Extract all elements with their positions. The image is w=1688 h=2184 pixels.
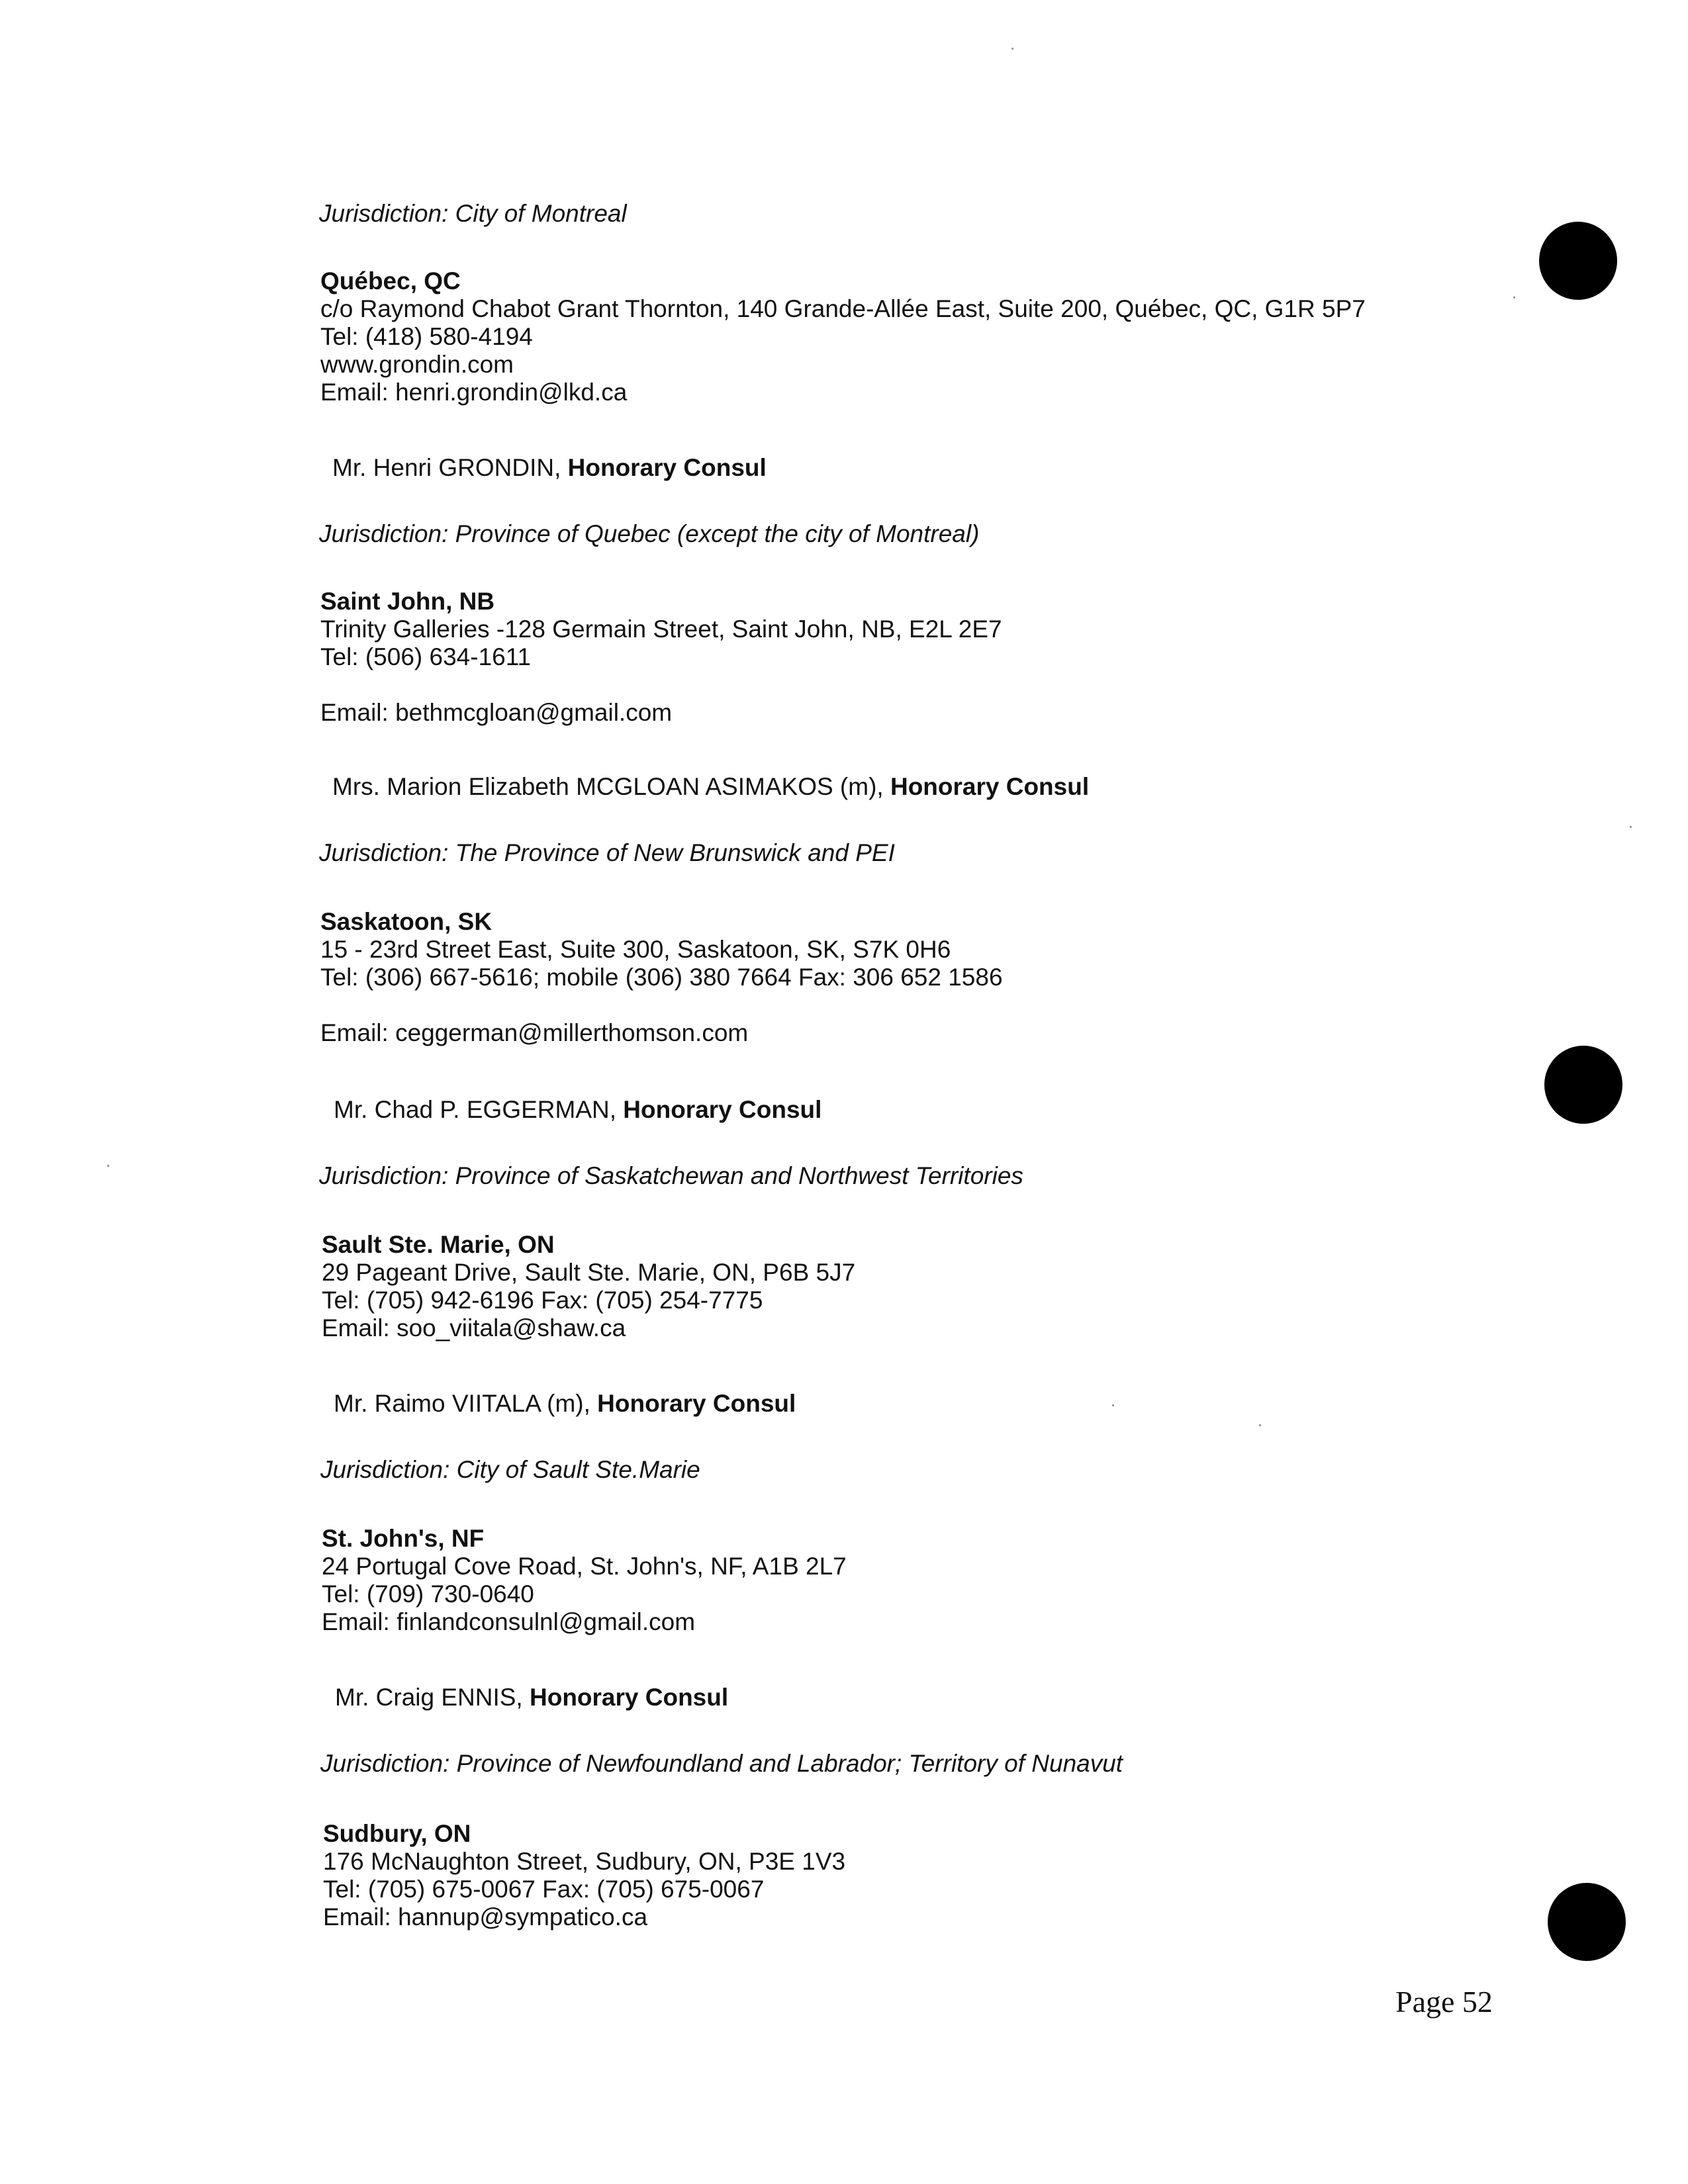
city-heading-quebec: Québec, QC: [320, 267, 461, 295]
consul-title-sault-ste-marie: Honorary Consul: [597, 1390, 796, 1417]
consul-name-saskatoon: Mr. Chad P. EGGERMAN,: [334, 1096, 624, 1123]
city-heading-st-johns: St. John's, NF: [322, 1525, 485, 1552]
consul-title-st-johns: Honorary Consul: [530, 1684, 729, 1711]
punch-hole-middle: [1544, 1046, 1622, 1124]
punch-hole-top: [1539, 222, 1617, 300]
consul-st-johns: [335, 1684, 728, 1711]
jurisdiction-saskatoon: Jurisdiction: Province of Saskatchewan and Northwest Territories: [319, 1162, 1023, 1189]
consul-name-saint-john: Mrs. Marion Elizabeth MCGLOAN ASIMAKOS (m),: [332, 773, 890, 800]
page-number: Page 52: [1395, 1985, 1493, 2019]
jurisdiction-st-johns: Jurisdiction: Province of Newfoundland and Labrador; Territory of Nunavut: [320, 1750, 1123, 1777]
consul-name-sault-ste-marie: Mr. Raimo VIITALA (m),: [334, 1390, 598, 1417]
jurisdiction-sault-ste-marie: Jurisdiction: City of Sault Ste.Marie: [320, 1456, 700, 1483]
scan-speck: [1259, 1424, 1261, 1426]
jurisdiction-montreal: Jurisdiction: City of Montreal: [319, 200, 627, 227]
consul-saint-john: [332, 773, 1089, 801]
scan-speck: [1630, 826, 1632, 828]
email-saskatoon: Email: ceggerman@millerthomson.com: [320, 1019, 749, 1046]
address-quebec: c/o Raymond Chabot Grant Thornton, 140 Grande-Allée East, Suite 200, Québec, QC, G1R 5P7: [320, 295, 1366, 322]
city-heading-saskatoon: Saskatoon, SK: [320, 908, 492, 935]
scan-speck: [107, 1165, 109, 1167]
city-heading-saint-john: Saint John, NB: [320, 588, 495, 615]
phone-saint-john: Tel: (506) 634-1611: [320, 643, 532, 670]
address-saint-john: Trinity Galleries -128 Germain Street, Saint John, NB, E2L 2E7: [320, 615, 1002, 643]
email-sault-ste-marie: Email: soo_viitala@shaw.ca: [322, 1314, 626, 1342]
scan-speck: [1011, 48, 1013, 50]
jurisdiction-saint-john: Jurisdiction: The Province of New Brunswick and PEI: [319, 839, 895, 866]
phone-sudbury: Tel: (705) 675-0067 Fax: (705) 675-0067: [323, 1876, 765, 1903]
website-quebec: www.grondin.com: [320, 351, 514, 378]
consul-title-quebec: Honorary Consul: [567, 454, 767, 481]
email-saint-john: Email: bethmcgloan@gmail.com: [320, 699, 673, 726]
consul-sault-ste-marie: [334, 1390, 796, 1418]
city-heading-sudbury: Sudbury, ON: [323, 1820, 471, 1847]
email-st-johns: Email: finlandconsulnl@gmail.com: [322, 1608, 696, 1635]
email-quebec: Email: henri.grondin@lkd.ca: [320, 379, 628, 406]
address-sudbury: 176 McNaughton Street, Sudbury, ON, P3E 1V3: [323, 1848, 846, 1875]
scan-speck: [1112, 1404, 1114, 1406]
city-heading-sault-ste-marie: Sault Ste. Marie, ON: [322, 1231, 555, 1258]
consul-quebec: [332, 454, 767, 482]
address-sault-ste-marie: 29 Pageant Drive, Sault Ste. Marie, ON, P6B 5J7: [322, 1259, 856, 1286]
email-sudbury: Email: hannup@sympatico.ca: [323, 1903, 648, 1931]
punch-hole-bottom: [1548, 1883, 1626, 1961]
consul-title-saint-john: Honorary Consul: [890, 773, 1090, 800]
jurisdiction-quebec: Jurisdiction: Province of Quebec (except the city of Montreal): [319, 520, 980, 547]
address-saskatoon: 15 - 23rd Street East, Suite 300, Saskatoon, SK, S7K 0H6: [320, 936, 951, 963]
phone-st-johns: Tel: (709) 730-0640: [322, 1580, 534, 1608]
address-st-johns: 24 Portugal Cove Road, St. John's, NF, A1B 2L7: [322, 1553, 847, 1580]
scan-speck: [1513, 296, 1515, 298]
consul-name-st-johns: Mr. Craig ENNIS,: [335, 1684, 530, 1711]
phone-saskatoon: Tel: (306) 667-5616; mobile (306) 380 7664 Fax: 306 652 1586: [320, 964, 1003, 991]
consul-name-quebec: Mr. Henri GRONDIN,: [332, 454, 568, 481]
phone-sault-ste-marie: Tel: (705) 942-6196 Fax: (705) 254-7775: [322, 1287, 763, 1314]
consul-saskatoon: [334, 1096, 821, 1124]
phone-quebec: Tel: (418) 580-4194: [320, 323, 533, 350]
consul-title-saskatoon: Honorary Consul: [623, 1096, 822, 1123]
